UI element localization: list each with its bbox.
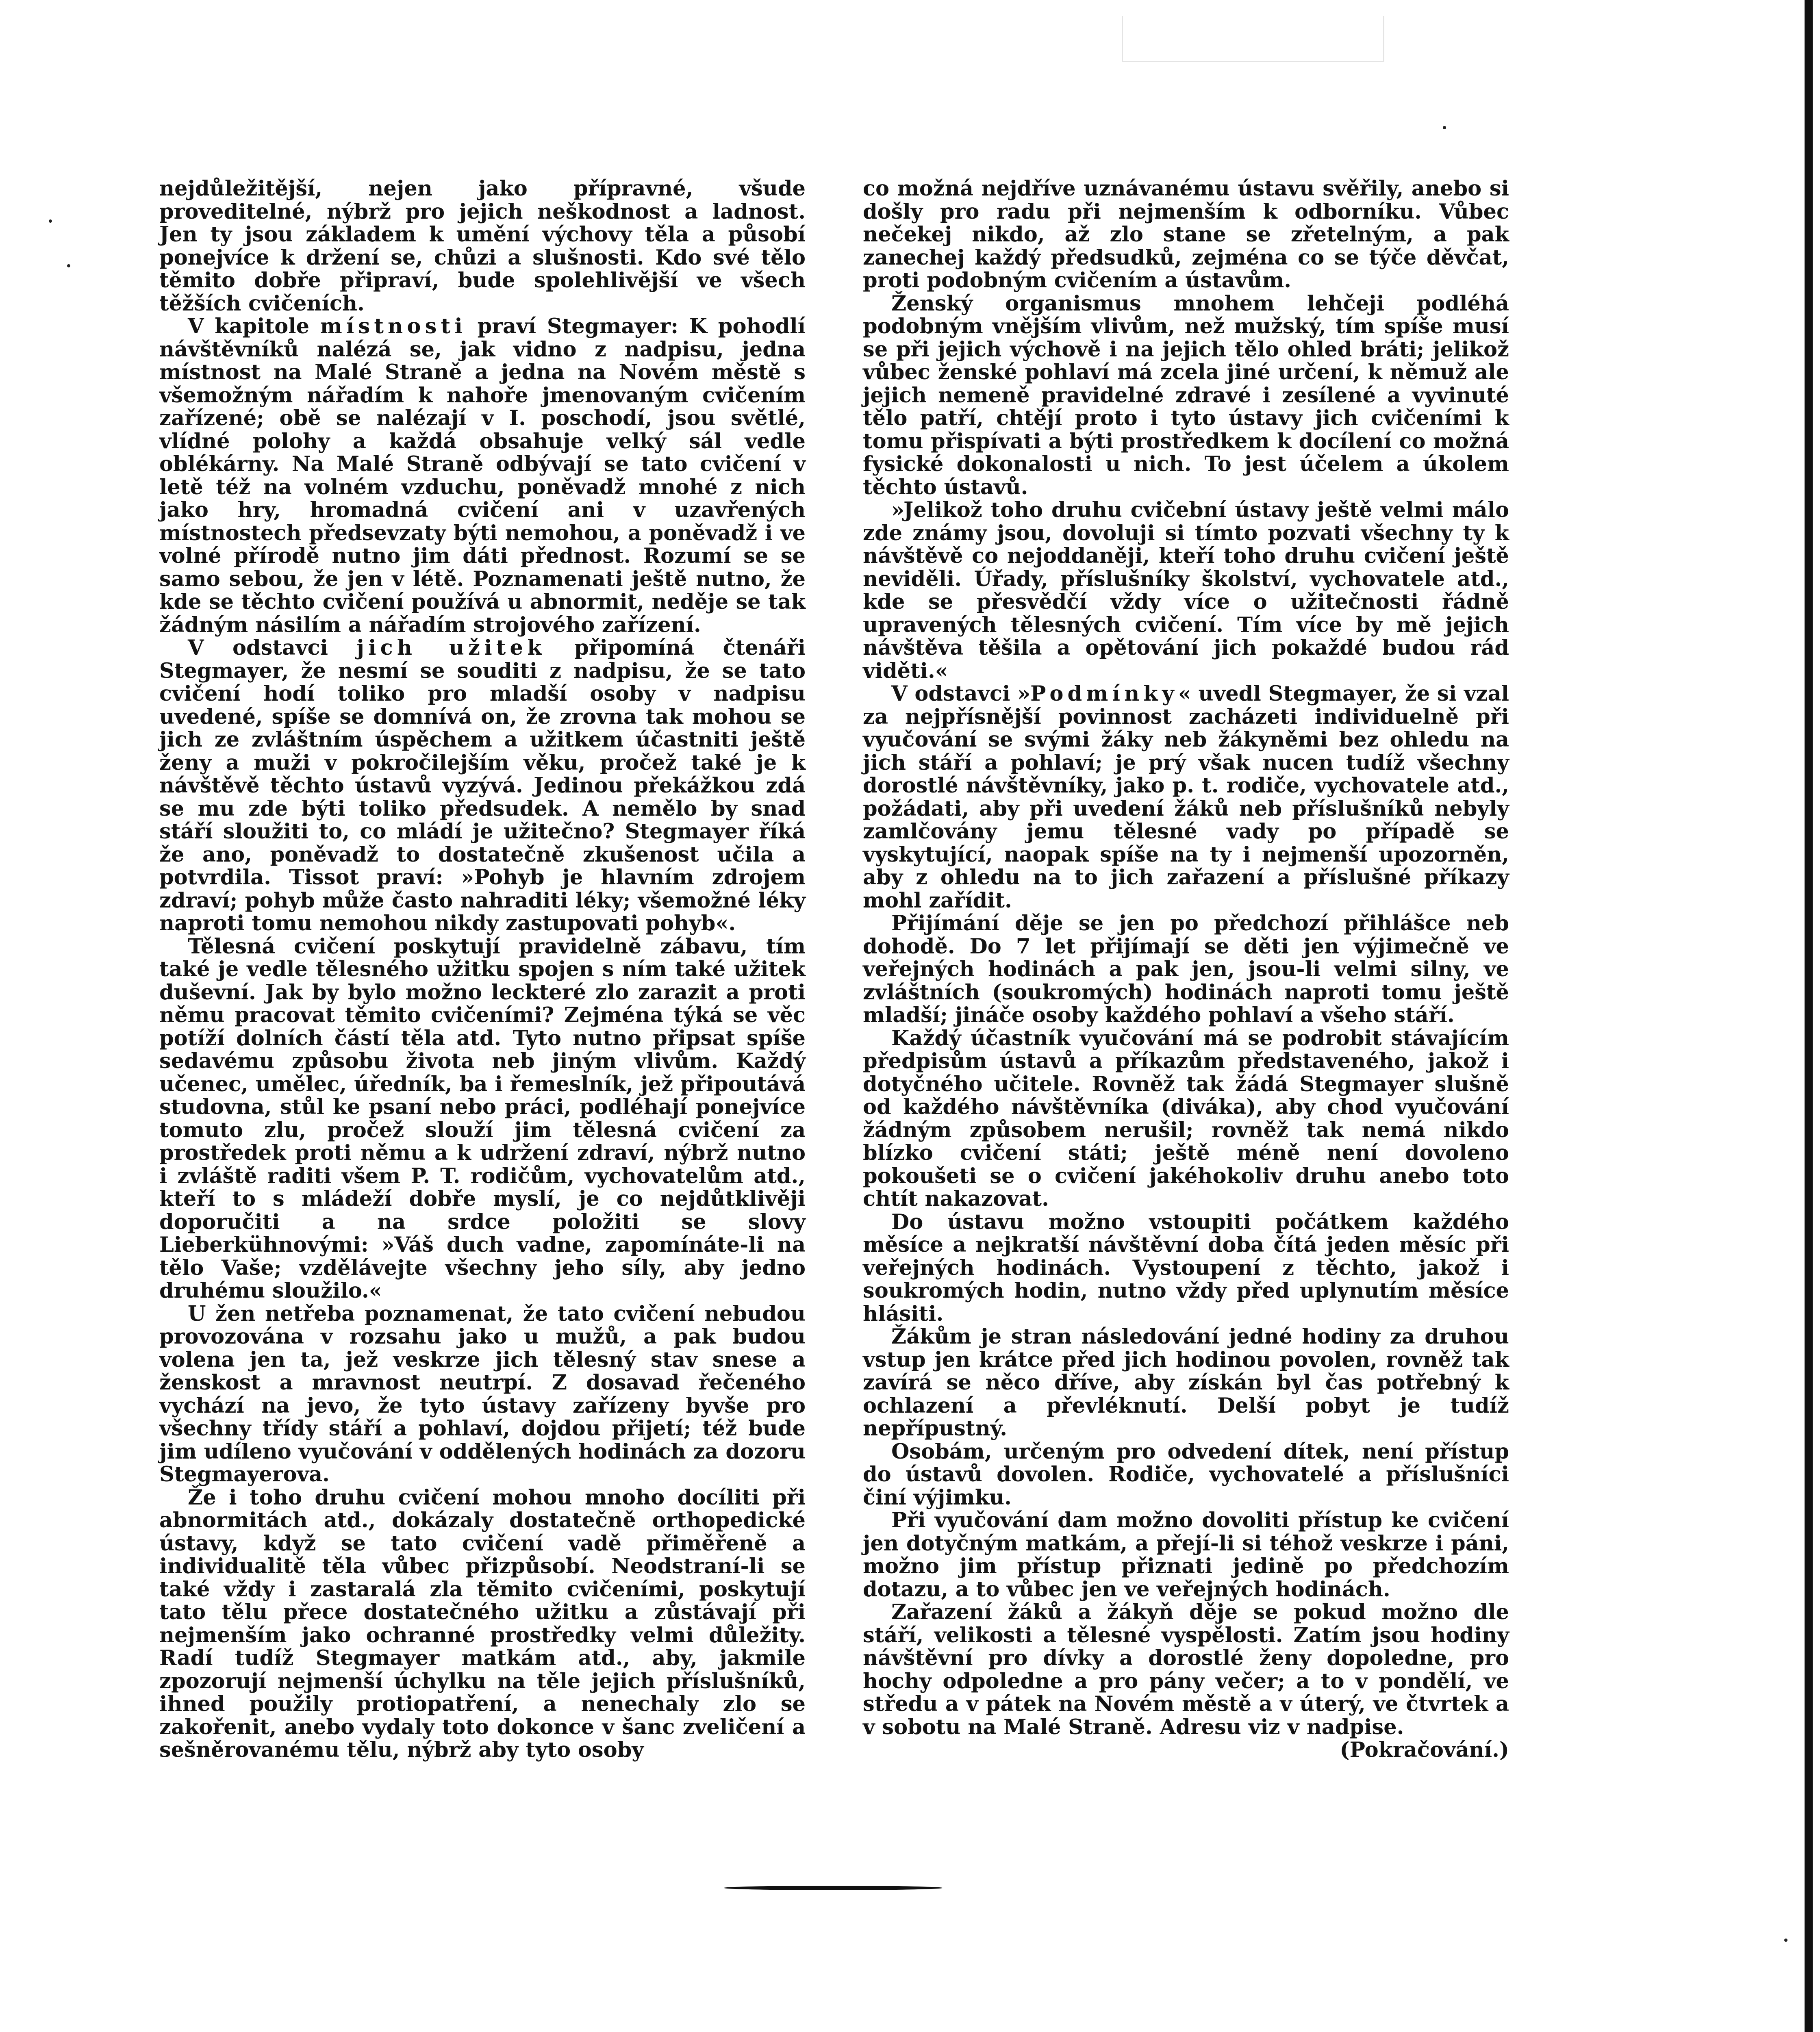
right-text-column [863, 177, 1509, 1762]
paragraph: Zařazení žáků a žákyň děje se pokud možno dle stáří, velikosti a tělesné vyspělosti. Zatím jsou hodiny návštěvní pro dívky a dorostlé ženy dopoledne, pro hochy odpoledne a pro pány večer; a to v pondělí, ve středu a v pátek na Novém městě a v úterý, ve čtvrtek a v sobotu na Malé Straně. Adresu viz v nadpise. [863, 1600, 1509, 1739]
section-end-rule [723, 1886, 943, 1890]
paragraph: Přijímání děje se jen po předchozí přihlášce neb dohodě. Do 7 let přijímají se děti jen výjimečně ve veřejných hodinách a pak jen, jsou-li velmi silny, ve zvláštních (soukromých) hodinách naproti tomu ještě mladší; jináče osoby každého pohlaví a všeho stáří. [863, 911, 1509, 1027]
continuation-note: (Pokračování.) [1340, 1738, 1509, 1762]
paragraph: V kapitole místnosti praví Stegmayer: K pohodlí návštěvníků nalézá se, jak vidno z nadpisu, jedna místnost na Malé Straně a jedna na Novém městě s všemožným nářadím k nahoře jmenovaným cvičením zařízené; obě se nalézají v I. poschodí, jsou světlé, vlídné polohy a každá obsahuje velký sál vedle oblékárny. Na Malé Straně odbývají se tato cvičení v letě též na volném vzduchu, poněvadž mnohé z nich jako hry, hromadná cvičení ani v uzavřených místnostech předsevzaty býti nemohou, a poněvadž i ve volné přírodě nutno jim dáti přednost. Rozumí se se samo sebou, že jen v létě. Poznamenati ještě nutno, že kde se těchto cvičení používá u abnormit, neděje se tak žádným násilím a nářadím strojového zařízení. [159, 314, 806, 637]
paragraph: V odstavci »Podmínky« uvedl Stegmayer, že si vzal za nejpřísnější povinnost zacházeti individuelně při vyučování se svými žáky neb žákyněmi bez ohledu na jich stáří a pohlaví; je prý však nucen tudíž všechny dorostlé návštěvníky, jako p. t. rodiče, vychovatele atd., požádati, aby při uvedení žáků neb příslušníků nebyly zamlčovány jemu tělesné vady po případě se vyskytující, naopak spíše na ty i nejmenší upozorněn, aby z ohledu na to jich zařazení a příslušné příkazy mohl zařídit. [863, 682, 1509, 913]
paragraph: »Jelikož toho druhu cvičební ústavy ještě velmi málo zde známy jsou, dovoluji si tímto pozvati všechny ty k návštěvě co nejoddaněji, kteří toho druhu cvičení ještě neviděli. Úřady, příslušníky školství, vychovatele atd., kde se přesvědčí vždy více o užitečnosti řádně upravených tělesných cvičení. Tím více by mě jejich návštěva těšila a opětování jich pokaždé budou rád viděti.« [863, 498, 1509, 683]
page-edge-shadow [1805, 0, 1813, 2032]
paragraph: nejdůležitější, nejen jako přípravné, všude proveditelné, nýbrž pro jejich neškodnost a ladnost. Jen ty jsou základem k umění výchovy těla a působí ponejvíce k držení se, chůzi a slušnosti. Kdo své tělo těmito dobře připraví, bude spolehlivější ve všech těžších cvičeních. [159, 176, 806, 316]
ghosted-header-mark [1122, 16, 1384, 62]
paragraph: Žákům je stran následování jedné hodiny za druhou vstup jen krátce před jich hodinou povolen, rovněž tak zavírá se něco dříve, aby získán byl čas potřebný k ochlazení a převléknutí. Delší pobyt je tudíž nepřípustný. [863, 1324, 1509, 1441]
paragraph: co možná nejdříve uznávanému ústavu svěřily, anebo si došly pro radu při nejmenším k odborníku. Vůbec nečekej nikdo, až zlo stane se zřetelným, a pak zanechej každý předsudků, zejména co se týče děvčat, proti podobným cvičením a ústavům. [863, 176, 1509, 293]
paragraph: U žen netřeba poznamenat, že tato cvičení nebudou provozována v rozsahu jako u mužů, a pak budou volena jen ta, jež veskrze jich tělesný stav snese a ženskost a mravnost neutrpí. Z dosavad řečeného vychází na jevo, že tyto ústavy zařízeny byvše pro všechny třídy stáří a pohlaví, dojdou přijetí; též bude jim udíleno vyučování v oddělených hodinách za dozoru Stegmayerova. [159, 1301, 806, 1487]
paragraph: Každý účastník vyučování má se podrobit stávajícím předpisům ústavů a příkazům představeného, jakož i dotyčného učitele. Rovněž tak žádá Stegmayer slušně od každého návštěvníka (diváka), aby chod vyučování žádným způsobem nerušil; rovněž tak nemá nikdo blízko cvičení státi; ještě méně není dovoleno pokoušeti se o cvičení jakéhokoliv druhu anebo toto chtít nakazovat. [863, 1026, 1509, 1211]
left-text-column [159, 177, 806, 1762]
paragraph: Do ústavu možno vstoupiti počátkem každého měsíce a nejkratší návštěvní doba čítá jeden měsíc při veřejných hodinách. Vystoupení z těchto, jakož i soukromých hodin, nutno vždy před uplynutím měsíce hlásiti. [863, 1209, 1509, 1326]
paragraph: Že i toho druhu cvičení mohou mnoho docíliti při abnormitách atd., dokázaly dostatečně orthopedické ústavy, když se tato cvičení vadě přiměřeně a individualitě těla vůbec přizpůsobí. Neodstraní-li se také vždy i zastaralá zla těmito cvičeními, poskytují tato tělu přece dostatečného užitku a zůstávají při nejmenším jako ochranné prostředky velmi důležity. Radí tudíž Stegmayer matkám atd., aby, jakmile zpozorují nejmenší úchylku na těle jejich příslušníků, ihned použily protiopatření, a nenechaly zlo se zakořenit, anebo vydaly toto dokonce v šanc zveličení a sešněrovanému tělu, nýbrž aby tyto osoby [159, 1485, 806, 1762]
spaced-emphasis: Podmínky [1030, 682, 1178, 706]
paragraph: Při vyučování dam možno dovoliti přístup ke cvičení jen dotyčným matkám, a přejí-li si téhož veskrze i páni, možno jim přístup přiznati jedině po předchozím dotazu, a to vůbec jen ve veřejných hodinách. [863, 1508, 1509, 1602]
paragraph: Ženský organismus mnohem lehčeji podléhá podobným vnějším vlivům, než mužský, tím spíše musí se při jejich výchově i na jejich tělo ohled bráti; jelikož vůbec ženské pohlaví má zcela jiné určení, k němuž ale jejich nemeně pravidelné zdravé i zesílené a vyvinuté tělo patří, chtějí proto i tyto ústavy jich cvičeními k tomu přispívati a býti prostředkem k docílení co možná fysické dokonalosti u nich. To jest účelem a úkolem těchto ústavů. [863, 291, 1509, 499]
paragraph: V odstavci jich užitek připomíná čtenáři Stegmayer, že nesmí se souditi z nadpisu, že se tato cvičení hodí toliko pro mladší osoby v nadpisu uvedené, spíše se domnívá on, že zrovna tak mohou se jich ze zvláštním úspěchem a užitkem účastniti ještě ženy a muži v pokročilejším věku, pročež také je k návštěvě těchto ústavů vyzývá. Jedinou překážkou zdá se mu zde býti toliko předsudek. A nemělo by snad stáří sloužiti to, co mládí je užitečno? Stegmayer říká že ano, poněvadž to dostatečně zkušenost učila a potvrdila. Tissot praví: »Pohyb je hlavním zdrojem zdraví; pohyb může často nahraditi léky; všemožné léky naproti tomu nemohou nikdy zastupovati pohyb«. [159, 636, 806, 936]
paragraph: Osobám, určeným pro odvedení dítek, není přístup do ústavů dovolen. Rodiče, vychovatelé a příslušníci činí výjimku. [863, 1439, 1509, 1510]
spaced-emphasis: místnosti [320, 314, 467, 339]
paragraph: Tělesná cvičení poskytují pravidelně zábavu, tím také je vedle tělesného užitku spojen s ním také užitek duševní. Jak by bylo možno leckteré zlo zarazit a proti němu pracovat těmito cvičeními? Zejména týká se věc potíží dolních částí těla atd. Tyto nutno připsat spíše sedavému způsobu života neb jiným vlivům. Každý učenec, umělec, úředník, ba i řemeslník, jež připoutává studovna, stůl ke psaní nebo práci, podléhají ponejvíce tomuto zlu, pročež slouží jim tělesná cvičení za prostředek proti němu a k udržení zdraví, nýbrž nutno i zvláště raditi všem P. T. rodičům, vychovatelům atd., kteří to s mládeží dobře myslí, je co nejdůtklivěji doporučiti a na srdce položiti se slovy Lieberkühnovými: »Váš duch vadne, zapomínáte-li na tělo Vaše; vzdělávejte všechny jeho síly, aby jedno druhému sloužilo.« [159, 934, 806, 1303]
spaced-emphasis: jich užitek [356, 636, 546, 660]
